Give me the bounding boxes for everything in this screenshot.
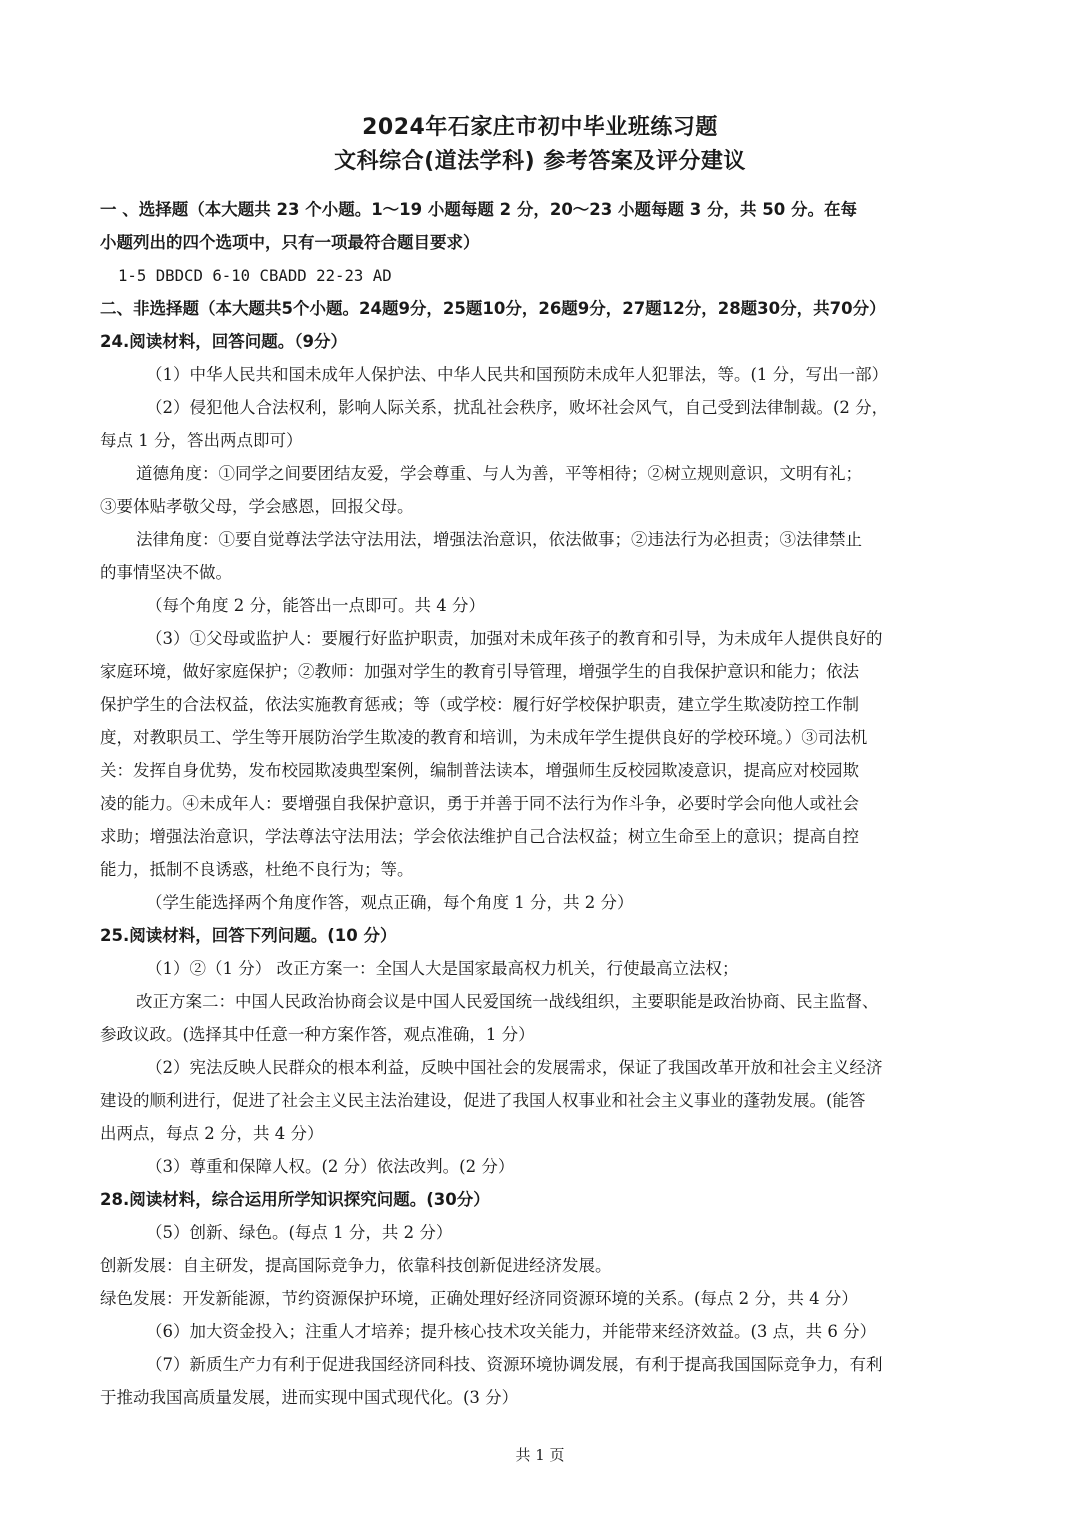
q25-2: （2）宪法反映人民群众的根本利益，反映中国社会的发展需求，保证了我国改革开放和社会主义经济 bbox=[146, 1058, 883, 1077]
q25-2-cont: 出两点，每点 2 分，共 4 分） bbox=[100, 1124, 324, 1143]
q24-3-cont: 能力，抵制不良诱惑，杜绝不良行为；等。 bbox=[100, 860, 414, 879]
q24-3-cont: 保护学生的合法权益，依法实施教育惩戒；等（或学校：履行好学校保护职责，建立学生欺凌防控工作制 bbox=[100, 695, 859, 714]
q24-3-cont: 求助；增强法治意识，学法尊法守法用法；学会依法维护自己合法权益；树立生命至上的意识；提高自控 bbox=[100, 827, 859, 846]
q24-law-cont: 的事情坚决不做。 bbox=[100, 563, 232, 582]
q25-3: （3）尊重和保障人权。(2 分）依法改判。(2 分） bbox=[146, 1157, 515, 1176]
q24-3-cont: 凌的能力。④未成年人：要增强自我保护意识，勇于并善于同不法行为作斗争，必要时学会向他人或社会 bbox=[100, 794, 859, 813]
q28-7-cont: 于推动我国高质量发展，进而实现中国式现代化。(3 分） bbox=[100, 1388, 519, 1407]
q25-1-plan2: 改正方案二：中国人民政治协商会议是中国人民爱国统一战线组织，主要职能是政治协商、民主监督、 bbox=[136, 992, 879, 1011]
doc-subtitle: 文科综合(道法学科) 参考答案及评分建议 bbox=[334, 149, 746, 174]
section-1-heading: 一 、选择题（本大题共 23 个小题。1～19 小题每题 2 分，20～23 小题每题 3 分，共 50 分。在每 bbox=[100, 200, 857, 219]
q28-6: （6）加大资金投入；注重人才培养；提升核心技术攻关能力，并能带来经济效益。(3 点，共 6 分） bbox=[146, 1322, 877, 1341]
page-footer: 共 1 页 bbox=[515, 1446, 565, 1464]
q25-heading: 25.阅读材料，回答下列问题。(10 分） bbox=[100, 926, 397, 945]
q24-3-cont: 家庭环境，做好家庭保护；②教师：加强对学生的教育引导管理，增强学生的自我保护意识和能力；依法 bbox=[100, 662, 859, 681]
q24-heading: 24.阅读材料，回答问题。（9分） bbox=[100, 332, 347, 351]
q28-5-green: 绿色发展：开发新能源，节约资源保护环境，正确处理好经济同资源环境的关系。(每点 2 分，共 4 分） bbox=[100, 1289, 858, 1308]
section-2-heading: 二、非选择题（本大题共5个小题。24题9分，25题10分，26题9分，27题12分，28题30分，共70分） bbox=[100, 299, 886, 318]
q28-5: （5）创新、绿色。(每点 1 分，共 2 分） bbox=[146, 1223, 453, 1242]
q24-moral-cont: ③要体贴孝敬父母，学会感恩，回报父母。 bbox=[100, 497, 414, 516]
doc-title: 2024年石家庄市初中毕业班练习题 bbox=[362, 115, 718, 140]
q25-1-plan2-cont: 参政议政。(选择其中任意一种方案作答，观点准确，1 分） bbox=[100, 1025, 535, 1044]
q24-2: （2）侵犯他人合法权利，影响人际关系，扰乱社会秩序，败坏社会风气，自己受到法律制裁。(2 分， bbox=[146, 398, 889, 417]
q24-3-scoring: （学生能选择两个角度作答，观点正确，每个角度 1 分，共 2 分） bbox=[146, 893, 634, 912]
q24-2-cont: 每点 1 分，答出两点即可） bbox=[100, 431, 303, 450]
q24-3-cont: 关：发挥自身优势，发布校园欺凌典型案例，编制普法读本，增强师生反校园欺凌意识，提高应对校园欺 bbox=[100, 761, 859, 780]
q24-scoring: （每个角度 2 分，能答出一点即可。共 4 分） bbox=[146, 596, 485, 615]
q28-7: （7）新质生产力有利于促进我国经济同科技、资源环境协调发展，有利于提高我国国际竞争力，有利 bbox=[146, 1355, 883, 1374]
q24-moral: 道德角度：①同学之间要团结友爱，学会尊重、与人为善，平等相待；②树立规则意识，文明有礼； bbox=[136, 464, 862, 483]
q28-heading: 28.阅读材料，综合运用所学知识探究问题。(30分） bbox=[100, 1190, 490, 1209]
section-1-heading-cont: 小题列出的四个选项中，只有一项最符合题目要求） bbox=[100, 233, 480, 252]
q25-1: （1）②（1 分） 改正方案一：全国人大是国家最高权力机关，行使最高立法权； bbox=[146, 959, 739, 978]
q25-2-cont: 建设的顺利进行，促进了社会主义民主法治建设，促进了我国人权事业和社会主义事业的蓬勃发展。(能答 bbox=[100, 1091, 866, 1110]
q24-3: （3）①父母或监护人：要履行好监护职责，加强对未成年孩子的教育和引导，为未成年人提供良好的 bbox=[146, 629, 883, 648]
q24-1: （1）中华人民共和国未成年人保护法、中华人民共和国预防未成年人犯罪法，等。(1 分，写出一部） bbox=[146, 365, 889, 384]
mc-answers: 1-5 DBDCD 6-10 CBADD 22-23 AD bbox=[118, 266, 392, 285]
q28-5-innovation: 创新发展：自主研发，提高国际竞争力，依靠科技创新促进经济发展。 bbox=[100, 1256, 612, 1275]
q24-law: 法律角度：①要自觉尊法学法守法用法，增强法治意识，依法做事；②违法行为必担责；③法律禁止 bbox=[136, 530, 862, 549]
q24-3-cont: 度，对教职员工、学生等开展防治学生欺凌的教育和培训，为未成年学生提供良好的学校环境。）③司法机 bbox=[100, 728, 868, 747]
